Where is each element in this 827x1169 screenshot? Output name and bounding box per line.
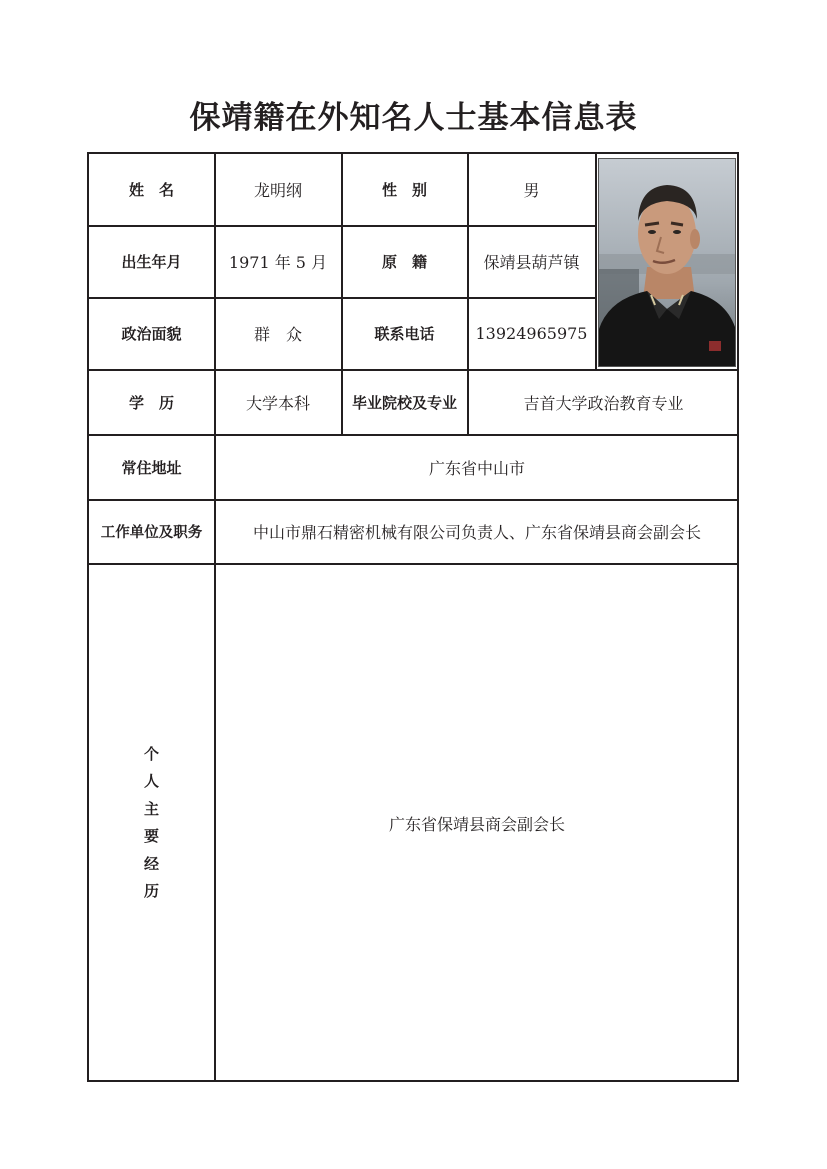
origin-label: 原 籍 xyxy=(381,253,427,271)
political-value: 群 众 xyxy=(253,325,302,344)
experience-value: 广东省保靖县商会副会长 xyxy=(388,814,565,834)
school-value: 吉首大学政治教育专业 xyxy=(523,393,684,413)
phone-label: 联系电话 xyxy=(374,325,435,343)
address-value: 广东省中山市 xyxy=(428,458,525,478)
origin-value: 保靖县葫芦镇 xyxy=(483,253,580,272)
education-label: 学 历 xyxy=(128,393,174,412)
birth-value: 1971 年 5 月 xyxy=(228,253,328,272)
address-label: 常住地址 xyxy=(121,458,182,477)
experience-label xyxy=(89,564,214,1082)
info-form xyxy=(87,152,739,1082)
birth-label: 出生年月 xyxy=(121,253,182,271)
experience-label-char: 经 xyxy=(143,854,159,873)
education-value: 大学本科 xyxy=(245,393,310,413)
portrait-photo xyxy=(598,158,736,367)
experience-label-char: 要 xyxy=(143,827,159,845)
experience-label-char: 个 xyxy=(143,744,159,763)
experience-label-char: 历 xyxy=(143,882,159,900)
experience-label-char: 人 xyxy=(143,772,159,790)
work-label: 工作单位及职务 xyxy=(100,525,203,541)
experience-label-char: 主 xyxy=(143,799,159,818)
phone-value: 13924965975 xyxy=(475,324,588,343)
school-label: 毕业院校及专业 xyxy=(351,393,457,412)
gender-value: 男 xyxy=(523,181,540,200)
name-value: 龙明纲 xyxy=(253,181,302,200)
work-value: 中山市鼎石精密机械有限公司负责人、广东省保靖县商会副会长 xyxy=(252,523,701,542)
political-label: 政治面貌 xyxy=(121,325,182,343)
name-label: 姓 名 xyxy=(128,181,174,199)
page-title: 保靖籍在外知名人士基本信息表 xyxy=(189,100,638,136)
gender-label: 性 别 xyxy=(381,181,427,199)
